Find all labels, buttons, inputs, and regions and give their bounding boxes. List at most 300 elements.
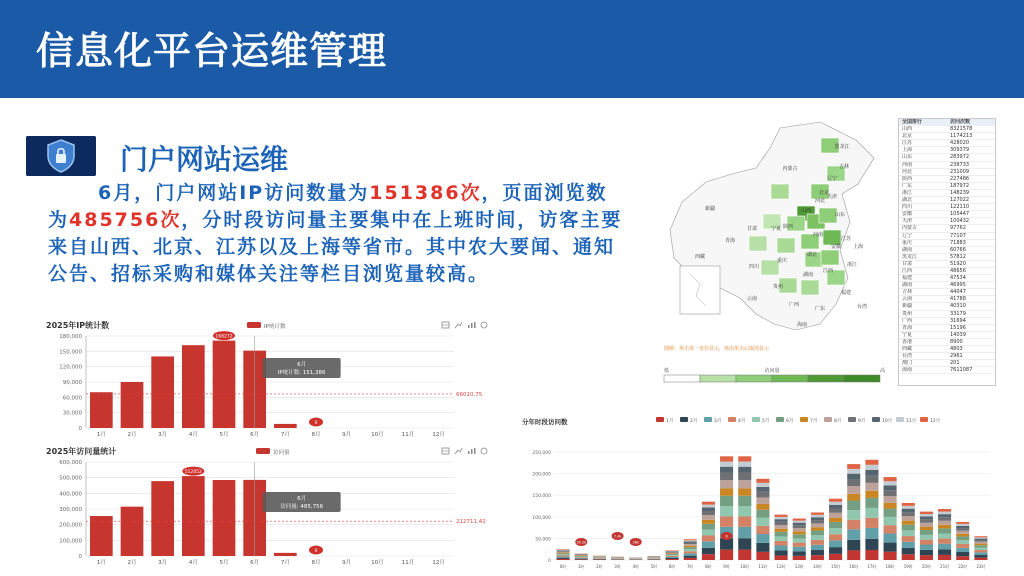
ranking-row	[899, 133, 995, 140]
bar-segment	[575, 557, 588, 558]
bar-segment	[811, 555, 824, 560]
bar-segment	[793, 538, 806, 542]
bar-segment	[865, 470, 878, 476]
bar-segment	[738, 527, 751, 538]
bar-segment	[684, 543, 697, 544]
ranking-cell: 湖北	[902, 197, 913, 204]
bar-segment	[811, 523, 824, 527]
ranking-cell: 309379	[950, 147, 970, 154]
bar-segment	[811, 520, 824, 523]
bar-segment	[720, 456, 733, 461]
bar-segment	[847, 550, 860, 560]
bar-segment	[865, 508, 878, 518]
province-label: 陕西	[782, 224, 794, 230]
bar-segment	[974, 544, 987, 546]
summary-paragraph	[48, 180, 628, 288]
bar-segment	[557, 553, 570, 554]
ranking-cell: 105447	[950, 211, 970, 218]
bar-segment	[793, 551, 806, 556]
bar-icon[interactable]	[468, 322, 476, 328]
ranking-cell: 湖南	[902, 246, 913, 253]
bar-segment	[884, 525, 897, 533]
ranking-cell: 安徽	[902, 211, 913, 218]
ranking-row	[899, 154, 995, 161]
bar-segment	[702, 502, 715, 505]
bar-segment	[902, 506, 915, 509]
province-label: 吉林	[838, 164, 850, 170]
x-tick-label: 10月	[371, 432, 384, 438]
ranking-cell: 7611087	[950, 367, 973, 374]
bar-segment	[793, 547, 806, 552]
x-tick-label: 20时	[921, 564, 931, 569]
tooltip	[263, 492, 341, 512]
bar-segment	[720, 496, 733, 506]
series-marker-label: 7.4k	[613, 534, 622, 539]
province-area	[823, 230, 841, 245]
line-icon[interactable]	[455, 322, 462, 328]
bar-segment	[902, 503, 915, 506]
bar-segment	[738, 488, 751, 495]
bar-segment	[902, 548, 915, 554]
bar-segment	[956, 540, 969, 544]
bar-segment	[847, 474, 860, 480]
table-icon[interactable]	[442, 322, 449, 328]
bar-segment	[775, 525, 788, 529]
bar-segment	[666, 556, 679, 557]
hourly-stacked-chart	[518, 412, 1000, 574]
province-label: 青海	[724, 238, 736, 244]
tooltip-month: 6月	[297, 362, 307, 368]
refresh-icon[interactable]	[481, 448, 487, 454]
ranking-cell: 31694	[950, 317, 966, 324]
bar-segment	[956, 552, 969, 556]
legend-label: 4月	[738, 419, 746, 424]
x-tick-label: 2时	[596, 564, 603, 569]
bar-segment	[793, 528, 806, 531]
bar-segment	[738, 496, 751, 506]
x-tick-label: 3月	[158, 432, 168, 438]
bar-segment	[884, 552, 897, 560]
y-tick-label: 30,000	[62, 410, 82, 417]
x-tick-label: 1月	[96, 432, 106, 438]
bar-segment	[775, 550, 788, 555]
bar-segment	[938, 539, 951, 544]
bar	[90, 392, 113, 428]
province-label: 黑龙江	[834, 144, 850, 150]
bar-segment	[829, 528, 842, 534]
x-tick-label: 14时	[812, 564, 822, 569]
bar-segment	[575, 555, 588, 556]
bar-segment	[684, 544, 697, 546]
ranking-cell: 231009	[950, 168, 970, 175]
legend-label: 11月	[906, 419, 917, 424]
province-label: 西藏	[694, 254, 706, 260]
bar-segment	[974, 558, 987, 560]
bar-segment	[775, 555, 788, 560]
legend-swatch	[256, 448, 270, 454]
ranking-header-cell: 访问次数	[950, 119, 971, 125]
bar-segment	[756, 497, 769, 503]
legend-label: 访问量	[273, 450, 290, 456]
x-tick-label: 2月	[127, 432, 137, 438]
legend-step	[700, 375, 736, 382]
x-tick-label: 1月	[96, 560, 106, 566]
bar-segment	[829, 505, 842, 509]
y-tick-label: 600,000	[59, 460, 82, 466]
y-tick-label: 100,000	[532, 515, 551, 521]
legend-step	[808, 375, 844, 382]
ranking-cell: 福建	[902, 275, 913, 282]
bar-segment	[756, 552, 769, 560]
ranking-row	[899, 296, 995, 303]
x-tick-label: 10时	[740, 564, 750, 569]
province-label: 北京	[818, 190, 830, 196]
bar-segment	[920, 512, 933, 514]
legend-step	[736, 375, 772, 382]
legend-high-label: 高	[880, 368, 886, 374]
bar-segment	[829, 534, 842, 540]
tooltip	[263, 358, 341, 378]
bar-segment	[756, 543, 769, 552]
ranking-cell: 陕西	[902, 175, 913, 182]
bar-segment	[557, 553, 570, 554]
legend-swatch	[704, 417, 712, 422]
bar-segment	[811, 545, 824, 550]
bar-segment	[738, 538, 751, 549]
x-tick-label: 0时	[559, 564, 567, 569]
ranking-cell: 4803	[950, 346, 963, 352]
ranking-cell: 428020	[950, 140, 970, 147]
bar-segment	[684, 551, 697, 553]
bar-segment	[702, 505, 715, 508]
bar-segment	[974, 548, 987, 550]
ranking-row	[899, 353, 995, 360]
shield-lock-icon	[26, 136, 96, 176]
x-tick-label: 5时	[650, 564, 658, 569]
min-label: 0	[314, 421, 318, 426]
bar-segment	[775, 532, 788, 537]
bar	[121, 507, 144, 556]
bar-segment	[775, 522, 788, 525]
bar-segment	[775, 541, 788, 546]
bar-segment	[884, 477, 897, 481]
bar-segment	[720, 462, 733, 467]
legend-label: 10月	[882, 419, 893, 424]
chart-toolbar[interactable]	[442, 322, 487, 328]
bar-segment	[974, 539, 987, 540]
pv-count: 485756次	[69, 209, 182, 231]
x-tick-label: 12月	[432, 432, 445, 438]
bar-segment	[902, 512, 915, 516]
bar-segment	[902, 509, 915, 512]
ranking-cell: 辽宁	[902, 232, 913, 239]
bar-segment	[829, 547, 842, 554]
bar-segment	[938, 525, 951, 529]
province-label: 贵州	[772, 284, 784, 290]
stacked-bar	[865, 460, 878, 560]
ranking-cell: 8321578	[950, 126, 973, 133]
bar-segment	[557, 554, 570, 555]
province-label: 云南	[746, 296, 758, 302]
bar-segment	[974, 552, 987, 555]
ranking-row	[899, 282, 995, 289]
x-tick-label: 5月	[219, 560, 229, 566]
x-tick-label: 4时	[632, 564, 640, 569]
ranking-cell: 云南	[902, 296, 913, 303]
y-tick-label: 150,000	[59, 349, 82, 356]
bar-segment	[920, 530, 933, 535]
y-tick-label: 0	[548, 559, 551, 564]
bar-segment	[884, 543, 897, 552]
bar-segment	[738, 506, 751, 516]
bar-segment	[847, 501, 860, 511]
x-tick-label: 12月	[432, 560, 445, 566]
bar-segment	[974, 537, 987, 538]
bar-segment	[829, 502, 842, 505]
legend-low-label: 低	[664, 368, 670, 374]
ranking-cell: 127022	[950, 197, 970, 204]
bar-segment	[811, 515, 824, 517]
province-label: 河北	[814, 198, 826, 204]
ranking-row	[899, 367, 995, 374]
legend-swatch	[247, 322, 261, 328]
ranking-cell: 100432	[950, 218, 970, 225]
bar-segment	[793, 519, 806, 521]
bar-segment	[956, 522, 969, 524]
province-label: 台湾	[856, 304, 868, 310]
ranking-row	[899, 233, 995, 240]
bar-segment	[666, 551, 679, 552]
ranking-cell: 河北	[902, 168, 913, 175]
bar-segment	[720, 488, 733, 495]
ranking-cell: 46995	[950, 282, 966, 289]
ranking-cell: 77107	[950, 232, 966, 239]
stacked-bar	[920, 512, 933, 560]
bar-segment	[666, 553, 679, 554]
x-tick-label: 1时	[577, 564, 585, 569]
ranking-row	[899, 204, 995, 211]
china-map	[660, 118, 896, 388]
ranking-cell: 澳门	[902, 360, 913, 367]
ranking-cell: 四川	[902, 204, 913, 211]
legend-swatch	[920, 417, 928, 422]
bar-segment	[775, 545, 788, 550]
bar-segment	[702, 541, 715, 547]
bar-segment	[865, 483, 878, 491]
line-icon[interactable]	[455, 448, 462, 454]
bar-segment	[793, 531, 806, 534]
bar-segment	[938, 514, 951, 517]
bar-segment	[865, 528, 878, 539]
stacked-bar	[720, 456, 733, 560]
bar-segment	[666, 558, 679, 559]
ranking-row	[899, 325, 995, 332]
bar-segment	[557, 549, 570, 550]
bar-segment	[557, 559, 570, 560]
x-tick-label: 4月	[188, 432, 198, 438]
bar-segment	[738, 550, 751, 560]
province-label: 山西	[800, 208, 812, 214]
y-tick-label: 0	[78, 426, 82, 432]
bar-segment	[920, 527, 933, 530]
bar-segment	[793, 543, 806, 547]
ranking-cell: 40310	[950, 303, 966, 310]
bar-segment	[793, 525, 806, 528]
x-tick-label: 7月	[280, 560, 290, 566]
ranking-row	[899, 190, 995, 197]
bar-segment	[575, 557, 588, 558]
bar-segment	[974, 536, 987, 537]
legend-swatch	[728, 417, 736, 422]
bar-segment	[865, 550, 878, 560]
x-tick-label: 5月	[219, 432, 229, 438]
bar-segment	[666, 554, 679, 555]
bar	[182, 345, 205, 428]
x-tick-label: 21时	[940, 564, 950, 569]
bar-segment	[847, 510, 860, 520]
table-icon[interactable]	[442, 448, 449, 454]
bar-segment	[738, 473, 751, 480]
ranking-cell: 47534	[950, 275, 966, 282]
ranking-cell: 187972	[950, 182, 970, 189]
legend-title: 访问量	[764, 368, 780, 374]
bar-segment	[702, 530, 715, 536]
y-tick-label: 400,000	[59, 491, 82, 498]
bar-segment	[847, 540, 860, 551]
pv-bar-chart	[42, 444, 504, 574]
bar-segment	[847, 486, 860, 494]
ranking-row	[899, 311, 995, 318]
province-label: 上海	[852, 244, 864, 250]
bar-segment	[884, 481, 897, 485]
chart-toolbar[interactable]	[442, 448, 487, 454]
bar-segment	[847, 479, 860, 486]
ranking-cell: 8900	[950, 338, 963, 345]
ranking-cell: 江苏	[902, 140, 913, 147]
series-marker-label: 39.2k	[576, 540, 587, 545]
ranking-row	[899, 225, 995, 232]
y-tick-label: 150,000	[532, 494, 551, 500]
min-label: 0	[314, 549, 318, 554]
ranking-row	[899, 275, 995, 282]
x-tick-label: 19时	[903, 564, 913, 569]
bar-segment	[702, 554, 715, 560]
x-tick-label: 23时	[976, 564, 986, 569]
province-label: 河南	[812, 232, 824, 238]
ranking-cell: 河南	[902, 161, 913, 168]
bar-segment	[756, 510, 769, 518]
stacked-bar	[593, 556, 606, 560]
refresh-icon[interactable]	[481, 322, 487, 328]
y-tick-label: 200,000	[532, 472, 551, 478]
y-tick-label: 120,000	[59, 364, 82, 371]
bar-segment	[920, 540, 933, 545]
x-tick-label: 8月	[311, 432, 321, 438]
bar-segment	[756, 492, 769, 498]
ranking-row	[899, 183, 995, 190]
bar-segment	[956, 531, 969, 534]
legend-label: 3月	[714, 419, 722, 424]
map-note: 图例：单击某一省份显示，再次单击后取消显示	[664, 346, 770, 352]
bar-segment	[684, 558, 697, 560]
bar-segment	[956, 526, 969, 528]
ranking-cell: 香港	[902, 338, 913, 345]
ranking-row	[899, 126, 995, 133]
bar-segment	[811, 550, 824, 555]
bar-segment	[720, 550, 733, 560]
bar-segment	[847, 529, 860, 540]
province-label: 广东	[814, 306, 826, 312]
x-tick-label: 22时	[958, 564, 968, 569]
legend-swatch	[656, 417, 664, 422]
ranking-cell: 山西	[902, 126, 913, 133]
legend-swatch	[800, 417, 808, 422]
ranking-row	[899, 218, 995, 225]
province-area	[771, 184, 789, 199]
bar-segment	[575, 559, 588, 560]
bar	[151, 481, 174, 556]
bar-segment	[829, 522, 842, 528]
bar-segment	[793, 556, 806, 560]
ranking-cell: 122110	[950, 204, 970, 211]
x-tick-label: 10月	[371, 560, 384, 566]
bar-segment	[720, 473, 733, 480]
ranking-cell: 山东	[902, 154, 913, 161]
bar-segment	[756, 504, 769, 510]
legend-swatch	[680, 417, 688, 422]
ranking-cell: 15196	[950, 324, 966, 331]
bar-segment	[956, 528, 969, 531]
ranking-cell: 227486	[950, 175, 970, 182]
bar-segment	[938, 544, 951, 550]
province-label: 重庆	[776, 258, 788, 264]
bar-segment	[684, 553, 697, 555]
bar-segment	[720, 516, 733, 526]
x-tick-label: 8月	[311, 560, 321, 566]
bar-segment	[974, 545, 987, 547]
province-label: 四川	[748, 264, 760, 270]
ranking-cell: 宁夏	[902, 331, 913, 338]
ranking-row	[899, 162, 995, 169]
series-marker-label: 6	[725, 534, 728, 539]
x-tick-label: 13时	[794, 564, 804, 569]
ranking-row	[899, 169, 995, 176]
bar-segment	[557, 550, 570, 551]
ranking-cell: 33179	[950, 310, 966, 317]
bar-segment	[557, 551, 570, 552]
ranking-row	[899, 346, 995, 353]
bar	[121, 382, 144, 428]
bar-segment	[884, 485, 897, 490]
bar-segment	[829, 499, 842, 502]
bar-segment	[756, 526, 769, 534]
province-area	[801, 280, 819, 295]
bar-segment	[702, 548, 715, 554]
province-label: 内蒙古	[782, 166, 798, 172]
bar-segment	[756, 479, 769, 483]
bar-segment	[902, 521, 915, 525]
bar-segment	[793, 523, 806, 525]
bar-segment	[956, 548, 969, 552]
bar-icon[interactable]	[468, 448, 476, 454]
bar-segment	[974, 540, 987, 542]
stacked-bar	[702, 502, 715, 560]
bar-segment	[720, 506, 733, 516]
x-tick-label: 7时	[686, 564, 694, 569]
stacked-bar	[557, 549, 570, 560]
province-label: 甘肃	[746, 226, 758, 232]
bar-segment	[775, 517, 788, 519]
